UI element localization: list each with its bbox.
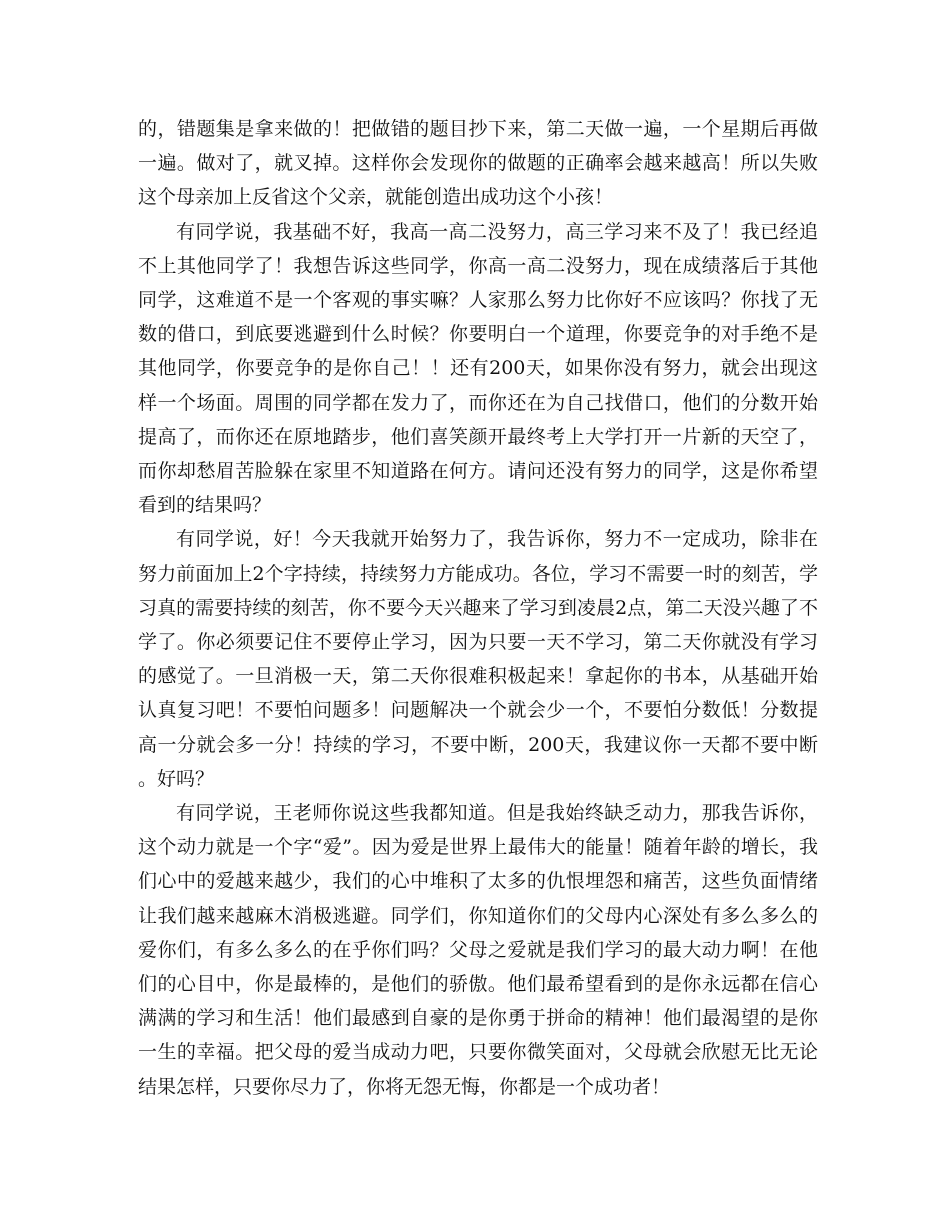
paragraph-1: 的，错题集是拿来做的！把做错的题目抄下来，第二天做一遍，一个星期后再做一遍。做对了，就叉掉。这样你会发现你的做题的正确率会越来越高！所以失败这个母亲加上反省这个父亲，就能创造出成功这个小孩！ — [138, 118, 818, 209]
paragraph-3: 有同学说，好！今天我就开始努力了，我告诉你，努力不一定成功，除非在努力前面加上2个字持续，持续努力方能成功。各位，学习不需要一时的刻苦，学习真的需要持续的刻苦，你不要今天兴趣来了学习到凌晨2点，第二天没兴趣了不学了。你必须要记住不要停止学习，因为只要一天不学习，第二天你就没有学习的感觉了。一旦消极一天，第二天你很难积极起来！拿起你的书本，从基础开始认真复习吧！不要怕问题多！问题解决一个就会少一个，不要怕分数低！分数提高一分就会多一分！持续的学习，不要中断，200天，我建议你一天都不要中断。好吗？ — [138, 528, 818, 790]
paragraph-4: 有同学说，王老师你说这些我都知道。但是我始终缺乏动力，那我告诉你，这个动力就是一个字“爱”。因为爱是世界上最伟大的能量！随着年龄的增长，我们心中的爱越来越少，我们的心中堆积了太多的仇恨埋怨和痛苦，这些负面情绪让我们越来越麻木消极逃避。同学们，你知道你们的父母内心深处有多么多么的爱你们，有多么多么的在乎你们吗？父母之爱就是我们学习的最大动力啊！在他们的心目中，你是最棒的，是他们的骄傲。他们最希望看到的是你永远都在信心满满的学习和生活！他们最感到自豪的是你勇于拼命的精神！他们最渴望的是你一生的幸福。把父母的爱当成动力吧，只要你微笑面对，父母就会欣慰无比无论结果怎样，只要你尽力了，你将无怨无悔，你都是一个成功者！ — [138, 802, 818, 1098]
paragraph-2: 有同学说，我基础不好，我高一高二没努力，高三学习来不及了！我已经追不上其他同学了！我想告诉这些同学，你高一高二没努力，现在成绩落后于其他同学，这难道不是一个客观的事实嘛？人家那么努力比你好不应该吗？你找了无数的借口，到底要逃避到什么时候？你要明白一个道理，你要竞争的对手绝不是其他同学，你要竞争的是你自己！！还有200天，如果你没有努力，就会出现这样一个场面。周围的同学都在发力了，而你还在为自己找借口，他们的分数开始提高了，而你还在原地踏步，他们喜笑颜开最终考上大学打开一片新的天空了，而你却愁眉苦脸躲在家里不知道路在何方。请问还没有努力的同学，这是你希望看到的结果吗？ — [138, 220, 818, 517]
document-body — [138, 112, 818, 1104]
